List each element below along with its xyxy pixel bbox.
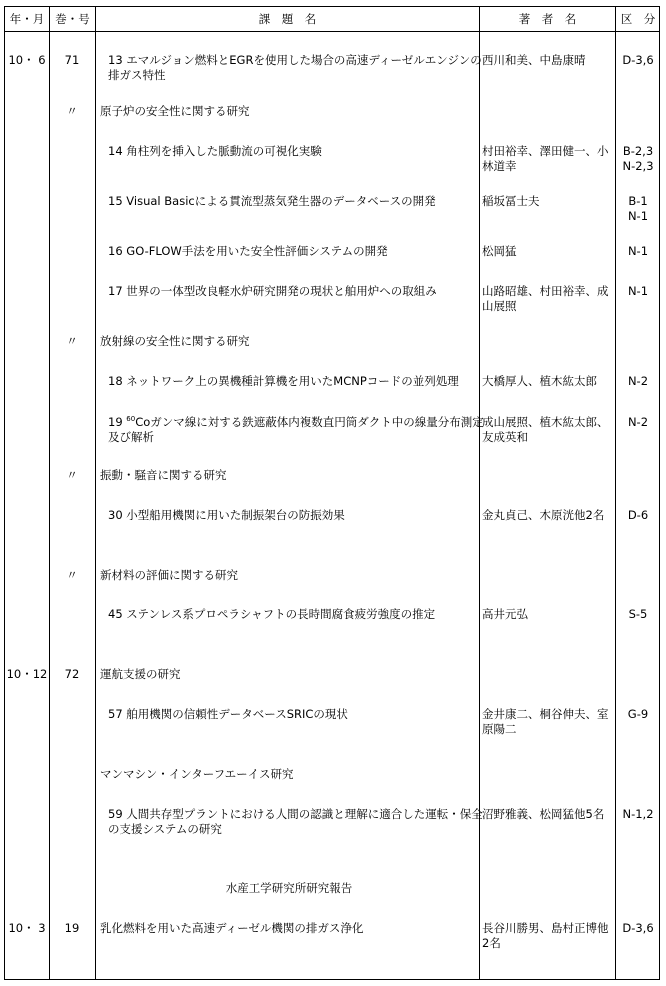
volume-ditto: 〃 <box>66 568 78 582</box>
classification-code: D-6 <box>627 508 649 522</box>
volume-ditto: 〃 <box>66 104 78 118</box>
column-divider <box>95 7 96 979</box>
volume-cell: 72 <box>64 667 80 681</box>
classification-code: N-2 <box>627 415 649 429</box>
header-volume: 巻・号 <box>55 12 90 26</box>
classification-code: B-2,3 <box>622 144 654 158</box>
classification-cell <box>616 144 660 174</box>
classification-cell <box>616 374 660 389</box>
classification-code: D-3,6 <box>622 921 654 935</box>
author-cell: 松岡猛 <box>482 244 517 258</box>
title-cell: 45 ステンレス系プロペラシャフトの長時間腐食疲労強度の推定 <box>108 607 436 621</box>
classification-cell <box>616 707 660 722</box>
classification-cell <box>616 244 660 259</box>
classification-code: B-1 <box>628 194 648 208</box>
classification-cell <box>616 921 660 936</box>
header-date: 年・月 <box>9 12 45 26</box>
author-cell: 長谷川勝男、島村正博他2名 <box>482 921 609 950</box>
author-cell: 成山展照、植木紘太郎、友成英和 <box>482 415 609 444</box>
volume-ditto: 〃 <box>66 334 78 348</box>
classification-code: D-3,6 <box>622 53 654 67</box>
date-cell: 10・12 <box>6 667 48 681</box>
publication-table <box>4 6 660 980</box>
classification-cell <box>616 415 660 430</box>
classification-code: N-2,3 <box>622 159 654 173</box>
author-cell: 稲坂冨士夫 <box>482 194 540 208</box>
header-author: 著 者 名 <box>518 12 577 26</box>
classification-cell <box>616 607 660 622</box>
author-cell: 高井元弘 <box>482 607 528 621</box>
classification-cell <box>616 807 660 822</box>
date-cell: 10・ 6 <box>8 53 46 67</box>
section-heading: 水産工学研究所研究報告 <box>225 881 353 895</box>
classification-code: S-5 <box>628 607 648 621</box>
section-title: マンマシン・インターフエーイス研究 <box>100 767 294 781</box>
classification-code: N-1 <box>627 244 649 258</box>
title-cell: 59 人間共存型プラントにおける人間の認識と理解に適合した運転・保全の支援システムの研究 <box>108 807 483 836</box>
section-title: 新材料の評価に関する研究 <box>100 568 238 582</box>
author-cell: 村田裕幸、澤田健一、小林道幸 <box>482 144 609 173</box>
header-title: 課 題 名 <box>258 12 317 26</box>
title-cell: 15 Visual Basicによる貫流型蒸気発生器のデータベースの開発 <box>108 194 436 208</box>
header-classification: 区 分 <box>620 12 656 26</box>
title-cell: 30 小型船用機関に用いた制振架台の防振効果 <box>108 508 345 522</box>
section-title: 振動・騒音に関する研究 <box>100 468 227 482</box>
author-cell: 西川和美、中島康晴 <box>482 53 586 67</box>
title-cell: 乳化燃料を用いた高速ディーゼル機関の排ガス浄化 <box>100 921 364 935</box>
header-divider <box>5 31 659 32</box>
title-cell: 57 舶用機関の信頼性データベースSRICの現状 <box>108 707 348 721</box>
isotope-mass-number: 60 <box>126 415 136 423</box>
title-cell: 14 角柱列を挿入した脈動流の可視化実験 <box>108 144 322 158</box>
classification-code: N-2 <box>627 374 649 388</box>
author-cell: 金丸貞己、木原洸他2名 <box>482 508 605 522</box>
title-number: 19 <box>108 415 123 429</box>
volume-cell: 71 <box>64 53 80 67</box>
author-cell: 大橋厚人、植木紘太郎 <box>482 374 597 388</box>
classification-cell <box>616 194 660 224</box>
volume-ditto: 〃 <box>66 468 78 482</box>
classification-cell <box>616 53 660 68</box>
title-cell: 13 エマルジョン燃料とEGRを使用した場合の高速ディーゼルエンジンの排ガス特性 <box>108 53 482 82</box>
classification-cell <box>616 284 660 299</box>
author-cell: 沼野雅義、松岡猛他5名 <box>482 807 605 821</box>
volume-cell: 19 <box>64 921 80 935</box>
classification-cell <box>616 508 660 523</box>
classification-code: N-1 <box>627 209 649 223</box>
author-cell: 金井康二、桐谷伸夫、室原陽二 <box>482 707 609 736</box>
section-title: 運航支援の研究 <box>100 667 181 681</box>
column-divider <box>49 7 50 979</box>
title-cell: 16 GO-FLOW手法を用いた安全性評価システムの開発 <box>108 244 388 258</box>
title-cell: 17 世界の一体型改良軽水炉研究開発の現状と舶用炉への取組み <box>108 284 437 298</box>
section-title: 放射線の安全性に関する研究 <box>100 334 250 348</box>
title-text: Coガンマ線に対する鉄遮蔽体内複数直円筒ダクト中の線量分布測定及び解析 <box>108 415 484 444</box>
author-cell: 山路昭雄、村田裕幸、成山展照 <box>482 284 609 313</box>
classification-code: N-1,2 <box>622 807 654 821</box>
section-title: 原子炉の安全性に関する研究 <box>100 104 250 118</box>
date-cell: 10・ 3 <box>8 921 46 935</box>
classification-code: G-9 <box>627 707 649 721</box>
title-cell: 18 ネットワーク上の異機種計算機を用いたMCNPコードの並列処理 <box>108 374 459 388</box>
title-cell <box>100 415 486 445</box>
classification-code: N-1 <box>627 284 649 298</box>
